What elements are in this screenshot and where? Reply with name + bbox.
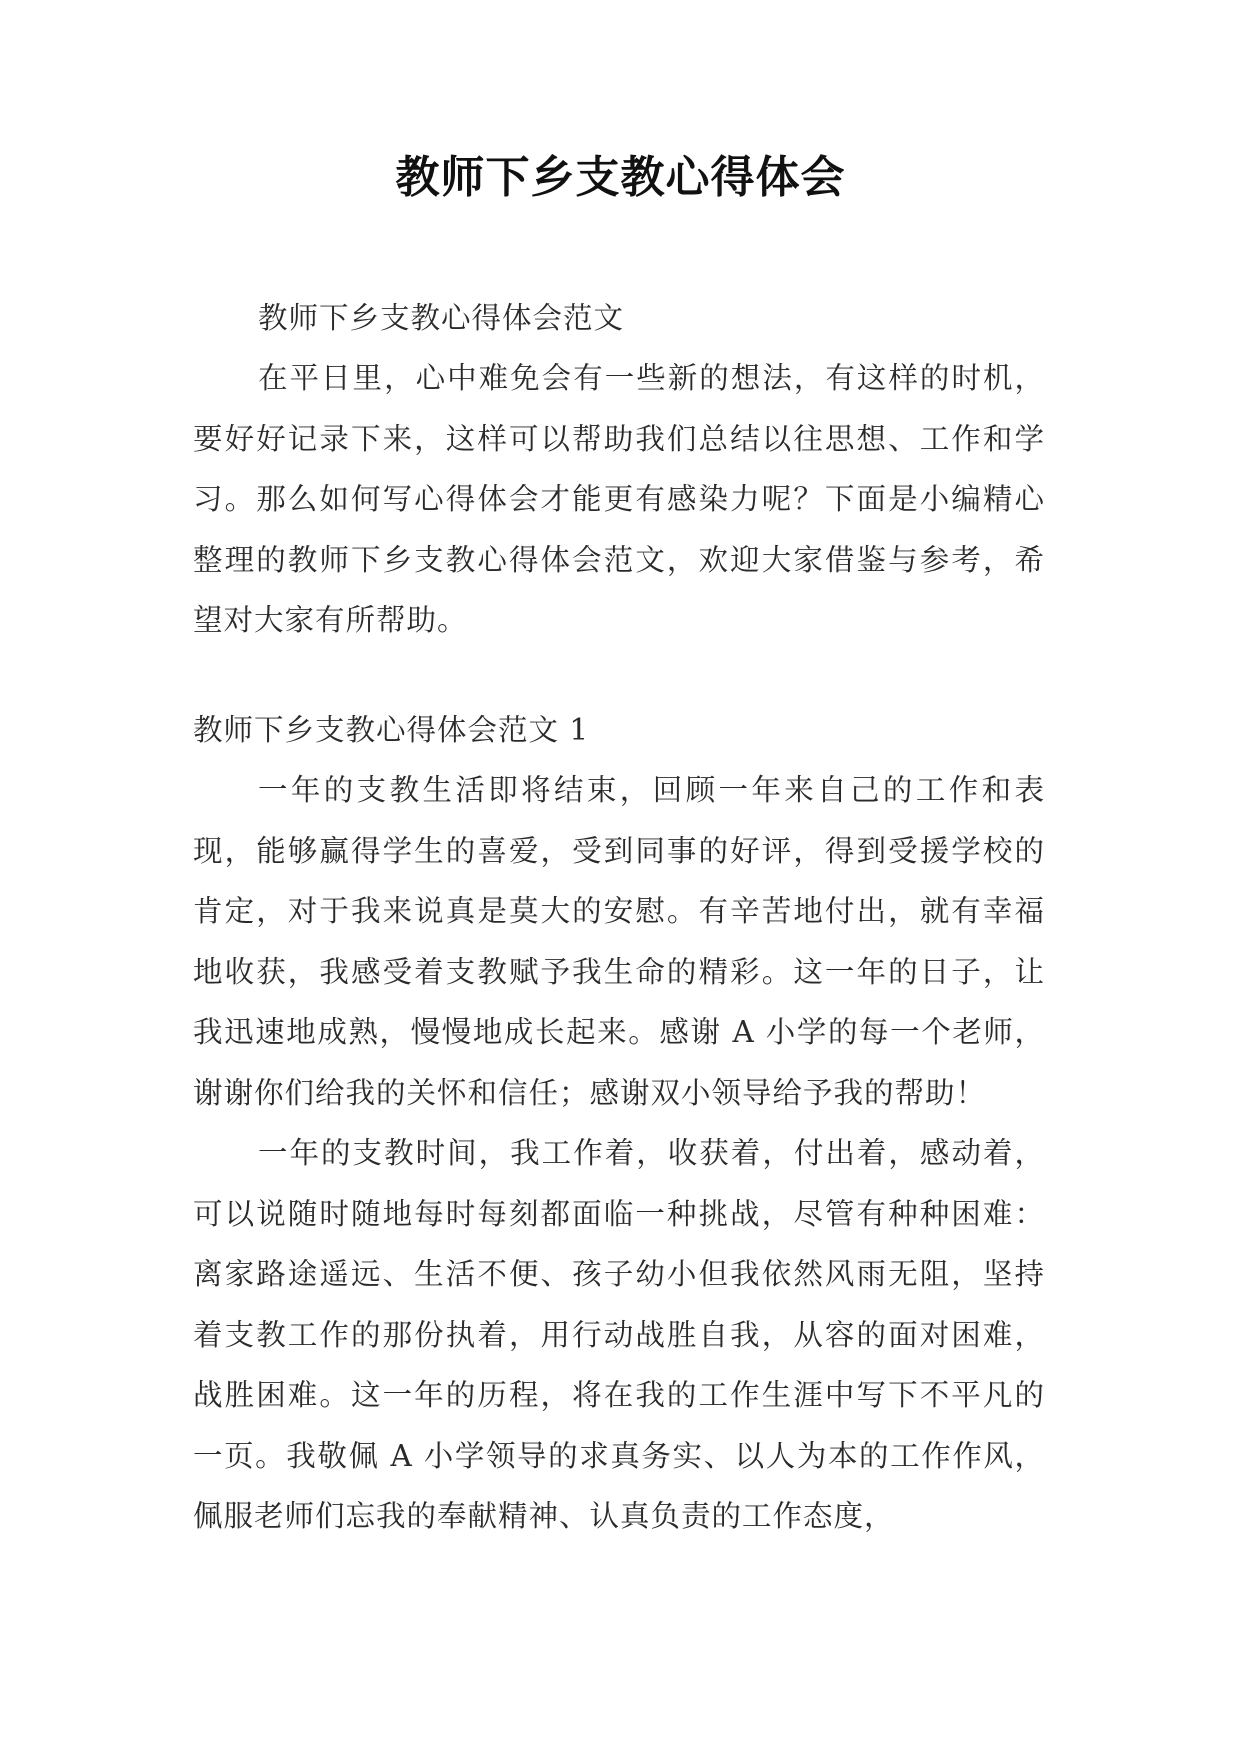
document-title: 教师下乡支教心得体会 <box>395 152 846 203</box>
section-heading: 教师下乡支教心得体会范文 1 <box>193 713 590 747</box>
body-paragraph-2: 一年的支教时间，我工作着，收获着，付出着，感动着，可以说随时随地每时每刻都面临一种挑战，尽管有种种困难：离家路途遥远、生活不便、孩子幼小但我依然风雨无阻，坚持着支教工作的那份执着，用行动战胜自我，从容的面对困难，战胜困难。这一年的历程，将在我的工作生涯中写下不平凡的一页。我敬佩 A 小学领导的求真务实、以人为本的工作作风，佩服老师们忘我的奉献精神、认真负责的工作态度， <box>193 1136 1045 1533</box>
section-body <box>193 760 1045 1547</box>
intro-block <box>193 348 1045 651</box>
document-subtitle: 教师下乡支教心得体会范文 <box>258 301 625 335</box>
body-paragraph-1: 一年的支教生活即将结束，回顾一年来自己的工作和表现，能够赢得学生的喜爱，受到同事的好评，得到受援学校的肯定，对于我来说真是莫大的安慰。有辛苦地付出，就有幸福地收获，我感受着支教赋予我生命的精彩。这一年的日子，让我迅速地成熟，慢慢地成长起来。感谢 A 小学的每一个老师，谢谢你们给我的关怀和信任；感谢双小领导给予我的帮助！ <box>193 773 1045 1110</box>
intro-paragraph: 在平日里，心中难免会有一些新的想法，有这样的时机，要好好记录下来，这样可以帮助我们总结以往思想、工作和学习。那么如何写心得体会才能更有感染力呢？下面是小编精心整理的教师下乡支教心得体会范文，欢迎大家借鉴与参考，希望对大家有所帮助。 <box>193 361 1045 637</box>
